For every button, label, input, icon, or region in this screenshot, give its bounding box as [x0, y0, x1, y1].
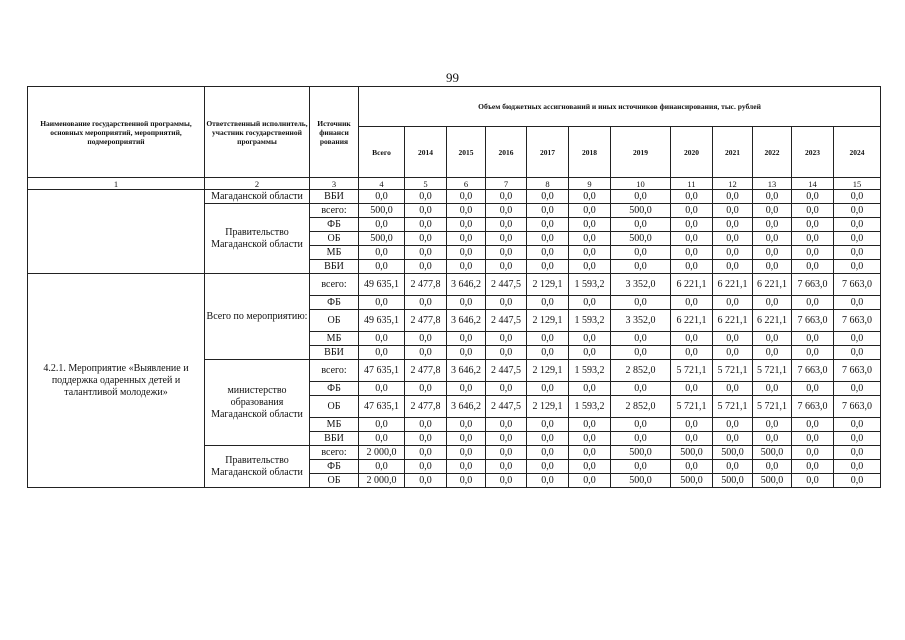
value-cell: 0,0 — [405, 296, 447, 310]
value-cell: 0,0 — [792, 246, 834, 260]
value-cell: 0,0 — [713, 260, 753, 274]
column-number: 3 — [310, 178, 359, 190]
value-cell: 0,0 — [713, 332, 753, 346]
value-cell: 0,0 — [611, 190, 671, 204]
value-cell: 0,0 — [792, 190, 834, 204]
value-cell: 5 721,1 — [753, 396, 792, 418]
total-cell: 0,0 — [359, 332, 405, 346]
value-cell: 0,0 — [405, 204, 447, 218]
value-cell: 0,0 — [834, 346, 881, 360]
value-cell: 0,0 — [671, 346, 713, 360]
value-cell: 2 447,5 — [486, 274, 527, 296]
value-cell: 0,0 — [753, 204, 792, 218]
column-numbers-row — [28, 178, 881, 190]
value-cell: 0,0 — [671, 332, 713, 346]
source-cell: ОБ — [310, 310, 359, 332]
value-cell: 0,0 — [792, 296, 834, 310]
value-cell: 2 447,5 — [486, 360, 527, 382]
value-cell: 0,0 — [405, 346, 447, 360]
value-cell: 500,0 — [611, 204, 671, 218]
value-cell: 0,0 — [671, 190, 713, 204]
value-cell: 5 721,1 — [753, 360, 792, 382]
source-cell: ВБИ — [310, 346, 359, 360]
value-cell: 0,0 — [834, 382, 881, 396]
value-cell: 0,0 — [792, 260, 834, 274]
value-cell: 0,0 — [611, 418, 671, 432]
value-cell: 0,0 — [486, 346, 527, 360]
source-cell: МБ — [310, 332, 359, 346]
value-cell: 0,0 — [486, 474, 527, 488]
value-cell: 0,0 — [405, 460, 447, 474]
value-cell: 0,0 — [792, 218, 834, 232]
executor-cell: Правительство Магаданской области — [205, 446, 310, 488]
column-number: 12 — [713, 178, 753, 190]
value-cell: 0,0 — [713, 460, 753, 474]
value-cell: 0,0 — [671, 296, 713, 310]
value-cell: 0,0 — [527, 218, 569, 232]
value-cell: 0,0 — [527, 190, 569, 204]
value-cell: 0,0 — [405, 446, 447, 460]
value-cell: 6 221,1 — [671, 310, 713, 332]
value-cell: 0,0 — [713, 218, 753, 232]
value-cell: 0,0 — [527, 232, 569, 246]
value-cell: 0,0 — [611, 346, 671, 360]
value-cell: 0,0 — [671, 460, 713, 474]
executor-cell: Правительство Магаданской области — [205, 204, 310, 274]
column-number: 13 — [753, 178, 792, 190]
value-cell: 0,0 — [713, 296, 753, 310]
value-cell: 0,0 — [569, 382, 611, 396]
value-cell: 0,0 — [405, 246, 447, 260]
value-cell: 0,0 — [611, 296, 671, 310]
source-cell: ВБИ — [310, 190, 359, 204]
source-cell: всего: — [310, 274, 359, 296]
page-number: 99 — [446, 70, 459, 85]
value-cell: 0,0 — [447, 260, 486, 274]
value-cell: 0,0 — [405, 260, 447, 274]
value-cell: 0,0 — [447, 460, 486, 474]
value-cell: 0,0 — [447, 204, 486, 218]
value-cell: 0,0 — [834, 246, 881, 260]
value-cell: 7 663,0 — [792, 396, 834, 418]
value-cell: 5 721,1 — [671, 360, 713, 382]
value-cell: 0,0 — [447, 382, 486, 396]
total-cell: 0,0 — [359, 432, 405, 446]
value-cell: 0,0 — [527, 460, 569, 474]
value-cell: 0,0 — [447, 218, 486, 232]
value-cell: 0,0 — [527, 296, 569, 310]
value-cell: 0,0 — [569, 460, 611, 474]
value-cell: 0,0 — [792, 204, 834, 218]
value-cell: 0,0 — [447, 418, 486, 432]
value-cell: 0,0 — [611, 218, 671, 232]
total-cell: 47 635,1 — [359, 396, 405, 418]
value-cell: 7 663,0 — [834, 274, 881, 296]
value-cell: 1 593,2 — [569, 360, 611, 382]
source-cell: ВБИ — [310, 432, 359, 446]
value-cell: 0,0 — [486, 232, 527, 246]
value-cell: 0,0 — [713, 346, 753, 360]
total-cell: 0,0 — [359, 246, 405, 260]
value-cell: 0,0 — [611, 246, 671, 260]
source-cell: всего: — [310, 360, 359, 382]
value-cell: 3 646,2 — [447, 274, 486, 296]
value-cell: 0,0 — [834, 332, 881, 346]
value-cell: 0,0 — [527, 260, 569, 274]
measure-name: 4.2.1. Мероприятие «Выявление и поддержка одаренных детей и талантливой молодежи» — [28, 274, 205, 488]
table-row — [28, 190, 881, 204]
value-cell: 7 663,0 — [792, 274, 834, 296]
header-volume: Объем бюджетных ассигнований и иных источников финансирования, тыс. рублей — [359, 87, 881, 127]
value-cell: 0,0 — [792, 382, 834, 396]
value-cell: 0,0 — [671, 382, 713, 396]
value-cell: 5 721,1 — [671, 396, 713, 418]
value-cell: 500,0 — [713, 446, 753, 460]
value-cell: 0,0 — [753, 190, 792, 204]
value-cell: 7 663,0 — [834, 396, 881, 418]
value-cell: 0,0 — [405, 190, 447, 204]
value-cell: 0,0 — [569, 418, 611, 432]
total-cell: 49 635,1 — [359, 310, 405, 332]
value-cell: 0,0 — [713, 190, 753, 204]
value-cell: 0,0 — [447, 346, 486, 360]
value-cell: 2 447,5 — [486, 396, 527, 418]
value-cell: 0,0 — [753, 346, 792, 360]
header-source: Источник финанси рования — [310, 87, 359, 178]
value-cell: 0,0 — [834, 418, 881, 432]
value-cell: 0,0 — [486, 432, 527, 446]
value-cell: 0,0 — [447, 190, 486, 204]
value-cell: 0,0 — [486, 460, 527, 474]
value-cell: 0,0 — [527, 346, 569, 360]
header-year: 2014 — [405, 127, 447, 178]
value-cell: 2 852,0 — [611, 360, 671, 382]
value-cell: 0,0 — [569, 296, 611, 310]
value-cell: 0,0 — [486, 332, 527, 346]
total-cell: 0,0 — [359, 218, 405, 232]
header-year: 2024 — [834, 127, 881, 178]
value-cell: 0,0 — [405, 474, 447, 488]
value-cell: 0,0 — [611, 432, 671, 446]
header-year: 2016 — [486, 127, 527, 178]
value-cell: 0,0 — [486, 260, 527, 274]
value-cell: 2 477,8 — [405, 274, 447, 296]
value-cell: 0,0 — [447, 446, 486, 460]
value-cell: 0,0 — [834, 218, 881, 232]
value-cell: 0,0 — [753, 418, 792, 432]
total-cell: 47 635,1 — [359, 360, 405, 382]
value-cell: 2 129,1 — [527, 310, 569, 332]
source-cell: ФБ — [310, 382, 359, 396]
value-cell: 0,0 — [671, 218, 713, 232]
column-number: 2 — [205, 178, 310, 190]
value-cell: 0,0 — [753, 260, 792, 274]
column-number: 5 — [405, 178, 447, 190]
value-cell: 0,0 — [834, 432, 881, 446]
value-cell: 0,0 — [405, 232, 447, 246]
value-cell: 0,0 — [792, 474, 834, 488]
value-cell: 500,0 — [753, 446, 792, 460]
header-year: 2020 — [671, 127, 713, 178]
value-cell: 2 477,8 — [405, 310, 447, 332]
value-cell: 0,0 — [527, 332, 569, 346]
value-cell: 0,0 — [486, 246, 527, 260]
value-cell: 0,0 — [753, 432, 792, 446]
value-cell: 0,0 — [671, 418, 713, 432]
value-cell: 500,0 — [713, 474, 753, 488]
value-cell: 0,0 — [834, 204, 881, 218]
value-cell: 2 477,8 — [405, 360, 447, 382]
column-number: 9 — [569, 178, 611, 190]
value-cell: 0,0 — [671, 432, 713, 446]
value-cell: 0,0 — [569, 204, 611, 218]
value-cell: 0,0 — [792, 418, 834, 432]
column-number: 15 — [834, 178, 881, 190]
value-cell: 2 129,1 — [527, 396, 569, 418]
source-cell: ВБИ — [310, 260, 359, 274]
total-cell: 0,0 — [359, 418, 405, 432]
header-year: 2021 — [713, 127, 753, 178]
value-cell: 0,0 — [569, 232, 611, 246]
value-cell: 0,0 — [792, 232, 834, 246]
value-cell: 0,0 — [753, 218, 792, 232]
value-cell: 0,0 — [834, 260, 881, 274]
value-cell: 500,0 — [671, 446, 713, 460]
value-cell: 3 646,2 — [447, 310, 486, 332]
value-cell: 0,0 — [713, 232, 753, 246]
value-cell: 0,0 — [611, 382, 671, 396]
column-number: 8 — [527, 178, 569, 190]
value-cell: 7 663,0 — [834, 360, 881, 382]
column-number: 11 — [671, 178, 713, 190]
total-cell: 0,0 — [359, 346, 405, 360]
value-cell: 0,0 — [834, 460, 881, 474]
value-cell: 0,0 — [569, 332, 611, 346]
executor-cell: Магаданской области — [205, 190, 310, 204]
total-cell: 0,0 — [359, 460, 405, 474]
value-cell: 0,0 — [611, 260, 671, 274]
value-cell: 0,0 — [834, 232, 881, 246]
value-cell: 0,0 — [671, 246, 713, 260]
value-cell: 6 221,1 — [713, 274, 753, 296]
value-cell: 0,0 — [447, 246, 486, 260]
budget-table — [27, 86, 881, 488]
value-cell: 6 221,1 — [713, 310, 753, 332]
value-cell: 6 221,1 — [753, 274, 792, 296]
value-cell: 0,0 — [753, 246, 792, 260]
source-cell: ОБ — [310, 474, 359, 488]
value-cell: 0,0 — [569, 260, 611, 274]
total-cell: 0,0 — [359, 190, 405, 204]
value-cell: 2 477,8 — [405, 396, 447, 418]
value-cell: 1 593,2 — [569, 310, 611, 332]
column-number: 4 — [359, 178, 405, 190]
total-cell: 500,0 — [359, 204, 405, 218]
value-cell: 0,0 — [753, 332, 792, 346]
value-cell: 2 129,1 — [527, 360, 569, 382]
value-cell: 3 646,2 — [447, 396, 486, 418]
total-cell: 0,0 — [359, 296, 405, 310]
source-cell: ФБ — [310, 218, 359, 232]
value-cell: 0,0 — [486, 218, 527, 232]
value-cell: 0,0 — [753, 232, 792, 246]
header-year: 2022 — [753, 127, 792, 178]
value-cell: 0,0 — [569, 474, 611, 488]
value-cell: 0,0 — [486, 204, 527, 218]
value-cell: 1 593,2 — [569, 396, 611, 418]
value-cell: 7 663,0 — [792, 310, 834, 332]
value-cell: 0,0 — [486, 446, 527, 460]
value-cell: 0,0 — [527, 474, 569, 488]
value-cell: 0,0 — [527, 382, 569, 396]
executor-cell: Всего по мероприятию: — [205, 274, 310, 360]
value-cell: 3 646,2 — [447, 360, 486, 382]
value-cell: 0,0 — [527, 204, 569, 218]
value-cell: 0,0 — [792, 432, 834, 446]
value-cell: 0,0 — [834, 296, 881, 310]
value-cell: 7 663,0 — [834, 310, 881, 332]
column-number: 14 — [792, 178, 834, 190]
value-cell: 0,0 — [486, 418, 527, 432]
value-cell: 6 221,1 — [671, 274, 713, 296]
source-cell: ФБ — [310, 296, 359, 310]
header-executor: Ответственный исполнитель, участник государственной программы — [205, 87, 310, 178]
value-cell: 0,0 — [753, 382, 792, 396]
table-row — [28, 274, 881, 296]
value-cell: 0,0 — [671, 260, 713, 274]
value-cell: 0,0 — [792, 332, 834, 346]
value-cell: 2 447,5 — [486, 310, 527, 332]
source-cell: ОБ — [310, 232, 359, 246]
value-cell: 0,0 — [792, 446, 834, 460]
value-cell: 0,0 — [792, 346, 834, 360]
value-cell: 0,0 — [405, 418, 447, 432]
value-cell: 0,0 — [834, 474, 881, 488]
value-cell: 0,0 — [569, 432, 611, 446]
value-cell: 0,0 — [486, 296, 527, 310]
header-name: Наименование государственной программы, основных мероприятий, мероприятий, подмероприятий — [28, 87, 205, 178]
column-number: 7 — [486, 178, 527, 190]
total-cell: 0,0 — [359, 260, 405, 274]
value-cell: 500,0 — [671, 474, 713, 488]
value-cell: 0,0 — [405, 432, 447, 446]
value-cell: 500,0 — [611, 474, 671, 488]
value-cell: 0,0 — [713, 418, 753, 432]
source-cell: МБ — [310, 418, 359, 432]
value-cell: 0,0 — [713, 432, 753, 446]
value-cell: 0,0 — [447, 232, 486, 246]
value-cell: 0,0 — [713, 204, 753, 218]
value-cell: 0,0 — [671, 232, 713, 246]
value-cell: 500,0 — [753, 474, 792, 488]
executor-cell: министерство образования Магаданской области — [205, 360, 310, 446]
header-total: Всего — [359, 127, 405, 178]
source-cell: МБ — [310, 246, 359, 260]
value-cell: 0,0 — [486, 382, 527, 396]
value-cell: 0,0 — [405, 332, 447, 346]
value-cell: 7 663,0 — [792, 360, 834, 382]
value-cell: 3 352,0 — [611, 310, 671, 332]
value-cell: 0,0 — [569, 218, 611, 232]
total-cell: 49 635,1 — [359, 274, 405, 296]
column-number: 1 — [28, 178, 205, 190]
value-cell: 500,0 — [611, 232, 671, 246]
value-cell: 0,0 — [611, 460, 671, 474]
value-cell: 0,0 — [527, 432, 569, 446]
value-cell: 0,0 — [569, 190, 611, 204]
value-cell: 0,0 — [834, 446, 881, 460]
column-number: 10 — [611, 178, 671, 190]
value-cell: 3 352,0 — [611, 274, 671, 296]
value-cell: 0,0 — [792, 460, 834, 474]
value-cell: 0,0 — [569, 346, 611, 360]
value-cell: 0,0 — [447, 332, 486, 346]
value-cell: 0,0 — [713, 382, 753, 396]
header-year: 2023 — [792, 127, 834, 178]
total-cell: 500,0 — [359, 232, 405, 246]
value-cell: 0,0 — [486, 190, 527, 204]
header-year: 2017 — [527, 127, 569, 178]
value-cell: 0,0 — [527, 446, 569, 460]
column-number: 6 — [447, 178, 486, 190]
header-year: 2015 — [447, 127, 486, 178]
source-cell: всего: — [310, 446, 359, 460]
value-cell: 0,0 — [527, 246, 569, 260]
value-cell: 0,0 — [569, 246, 611, 260]
source-cell: ФБ — [310, 460, 359, 474]
value-cell: 0,0 — [713, 246, 753, 260]
value-cell: 0,0 — [447, 432, 486, 446]
value-cell: 0,0 — [753, 296, 792, 310]
header-year: 2019 — [611, 127, 671, 178]
total-cell: 2 000,0 — [359, 474, 405, 488]
value-cell: 1 593,2 — [569, 274, 611, 296]
value-cell: 5 721,1 — [713, 396, 753, 418]
value-cell: 6 221,1 — [753, 310, 792, 332]
total-cell: 2 000,0 — [359, 446, 405, 460]
value-cell: 0,0 — [527, 418, 569, 432]
header-year: 2018 — [569, 127, 611, 178]
value-cell: 2 852,0 — [611, 396, 671, 418]
name-cell-empty — [28, 190, 205, 274]
value-cell: 0,0 — [447, 296, 486, 310]
value-cell: 0,0 — [611, 332, 671, 346]
value-cell: 500,0 — [611, 446, 671, 460]
value-cell: 2 129,1 — [527, 274, 569, 296]
value-cell: 0,0 — [834, 190, 881, 204]
value-cell: 0,0 — [753, 460, 792, 474]
source-cell: всего: — [310, 204, 359, 218]
value-cell: 0,0 — [405, 382, 447, 396]
value-cell: 0,0 — [447, 474, 486, 488]
value-cell: 0,0 — [569, 446, 611, 460]
value-cell: 0,0 — [405, 218, 447, 232]
total-cell: 0,0 — [359, 382, 405, 396]
value-cell: 0,0 — [671, 204, 713, 218]
source-cell: ОБ — [310, 396, 359, 418]
value-cell: 5 721,1 — [713, 360, 753, 382]
